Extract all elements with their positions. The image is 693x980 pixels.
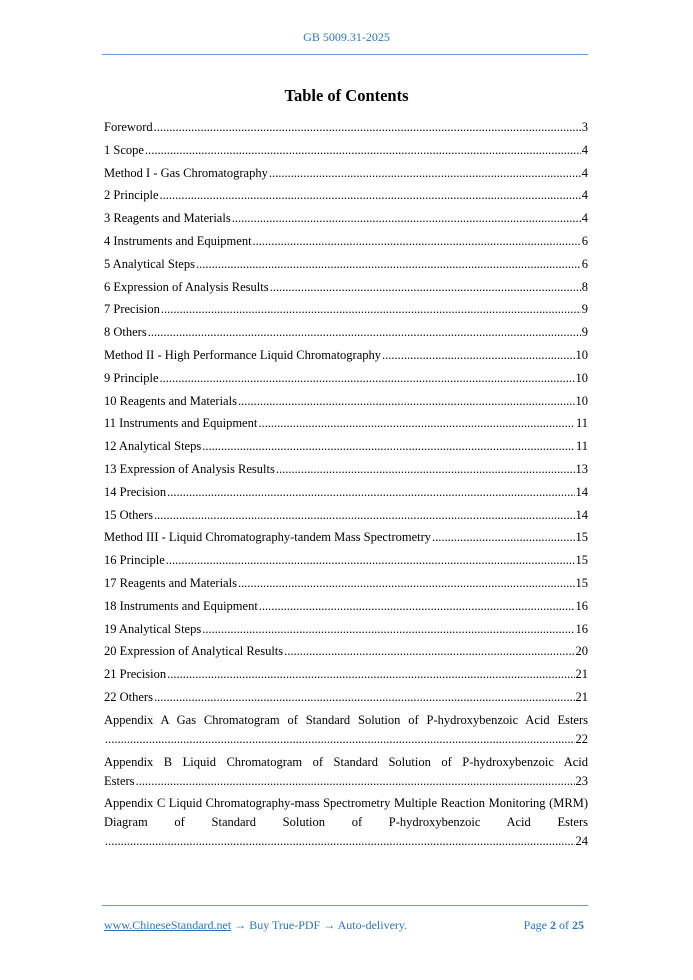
toc-entry-foreword[interactable] (104, 118, 588, 137)
dot-leader (105, 832, 575, 851)
dot-leader (238, 392, 575, 411)
dot-leader (202, 437, 575, 456)
page-label: Page (523, 918, 547, 932)
toc-entry-method-3[interactable] (104, 528, 588, 547)
toc-entry-page: 3 (581, 120, 588, 134)
dot-leader (167, 665, 574, 684)
dot-leader (161, 300, 581, 319)
toc-entry-text: 8 Others (104, 325, 147, 340)
toc-entry-expression[interactable] (104, 460, 588, 479)
toc-entry-text: 3 Reagents and Materials (104, 211, 231, 226)
dot-leader (154, 506, 575, 525)
dot-leader (160, 369, 575, 388)
toc-entry-reagents[interactable] (104, 574, 588, 593)
toc-entry-others[interactable] (104, 323, 588, 342)
dot-leader (166, 551, 575, 570)
toc-entry-text: 19 Analytical Steps (104, 621, 202, 636)
toc-entry-page: 11 (575, 439, 588, 454)
toc-entry-appendix-b[interactable] (104, 753, 588, 791)
footer-links (104, 918, 407, 933)
toc-entry-page: 14 (575, 507, 588, 522)
toc-entry-text: Appendix B Liquid Chromatogram of Standard Solution of P-hydroxybenzoic Acid (104, 754, 588, 769)
toc-entry-text: 14 Precision (104, 484, 167, 499)
toc-entry-appendix-a[interactable] (104, 711, 588, 749)
toc-entry-text: 15 Others (104, 507, 153, 522)
toc-entry-analytical-steps[interactable] (104, 255, 588, 274)
toc-entry-text: 17 Reagents and Materials (104, 575, 237, 590)
toc-entry-text: 13 Expression of Analysis Results (104, 461, 275, 476)
dot-leader (269, 164, 581, 183)
arrow-icon: → (323, 918, 336, 932)
dot-leader (276, 460, 575, 479)
toc-entry-page: 6 (581, 233, 588, 248)
toc-entry-precision[interactable] (104, 483, 588, 502)
toc-entry-page: 14 (575, 484, 588, 499)
toc-entry-page: 24 (575, 834, 588, 849)
toc-entry-text: 20 Expression of Analytical Results (104, 644, 284, 659)
dot-leader (259, 597, 575, 616)
dot-leader (432, 528, 574, 547)
toc-entry-text: 21 Precision (104, 667, 167, 682)
toc-entry-page: 8 (581, 279, 588, 294)
toc-entry-principle[interactable] (104, 551, 588, 570)
dot-leader (232, 209, 581, 228)
website-link[interactable]: www.ChineseStandard.net (104, 918, 232, 932)
page-indicator (524, 918, 584, 933)
dot-leader (160, 186, 581, 205)
toc-entry-page: 15 (575, 553, 588, 568)
dot-leader (154, 688, 575, 707)
toc-entry-page: 13 (575, 461, 588, 476)
toc-entry-text: 4 Instruments and Equipment (104, 233, 252, 248)
toc-entry-method-2[interactable] (104, 346, 588, 365)
toc-entry-text: 16 Principle (104, 553, 165, 568)
toc-entry-page: 10 (575, 370, 588, 385)
page-footer (104, 918, 586, 933)
toc-entry-text: Method I - Gas Chromatography (104, 165, 268, 180)
auto-delivery-text: Auto-delivery. (337, 918, 408, 932)
dot-leader (253, 232, 581, 251)
toc-entry-page: 20 (575, 644, 588, 659)
toc-entry-page: 4 (581, 142, 588, 157)
toc-entry-text: Foreword (104, 120, 153, 134)
toc-entry-text: 6 Expression of Analysis Results (104, 279, 269, 294)
toc-entry-text: 5 Analytical Steps (104, 256, 195, 271)
toc-entry-expression[interactable] (104, 278, 588, 297)
toc-entry-text: 12 Analytical Steps (104, 439, 202, 454)
toc-entry-page: 16 (575, 621, 588, 636)
toc-entry-reagents[interactable] (104, 392, 588, 411)
toc-entry-principle[interactable] (104, 186, 588, 205)
toc-entry-page: 4 (581, 211, 588, 226)
table-of-contents (104, 118, 588, 855)
dot-leader (284, 642, 574, 661)
toc-entry-text: Method II - High Performance Liquid Chromatography (104, 347, 382, 362)
toc-entry-text: 7 Precision (104, 302, 160, 317)
toc-entry-appendix-c[interactable] (104, 794, 588, 851)
toc-entry-page: 10 (575, 393, 588, 408)
toc-entry-page: 4 (581, 165, 588, 180)
toc-entry-text: Appendix C Liquid Chromatography-mass Spectrometry Multiple Reaction Monitoring (MRM) Diagram of Standard Solution of P-hydroxybenzoic Acid Esters (104, 796, 588, 830)
dot-leader (105, 730, 575, 749)
toc-entry-instruments[interactable] (104, 232, 588, 251)
toc-entry-scope[interactable] (104, 141, 588, 160)
document-code: GB 5009.31-2025 (303, 30, 390, 44)
toc-entry-method-1[interactable] (104, 164, 588, 183)
toc-entry-page: 16 (575, 598, 588, 613)
dot-leader (202, 620, 574, 639)
toc-entry-text: 22 Others (104, 689, 153, 704)
toc-entry-page: 6 (581, 256, 588, 271)
dot-leader (167, 483, 574, 502)
buy-pdf-link[interactable]: Buy True-PDF (249, 918, 321, 932)
toc-entry-instruments[interactable] (104, 597, 588, 616)
dot-leader (148, 323, 581, 342)
toc-entry-analytical-steps[interactable] (104, 437, 588, 456)
toc-entry-page: 22 (575, 731, 588, 746)
of-label: of (559, 918, 569, 932)
dot-leader (154, 118, 581, 137)
toc-entry-last-line (104, 832, 588, 851)
footer-divider (102, 905, 588, 906)
total-pages: 25 (572, 918, 584, 932)
toc-entry-page: 15 (575, 575, 588, 590)
page-number: 2 (550, 918, 556, 932)
toc-title: Table of Contents (284, 86, 409, 105)
toc-entry-page: 21 (575, 689, 588, 704)
toc-entry-last-line (104, 730, 588, 749)
toc-entry-page: 21 (575, 667, 588, 682)
dot-leader (382, 346, 574, 365)
toc-entry-others[interactable] (104, 688, 588, 707)
dot-leader (238, 574, 575, 593)
toc-entry-page: 23 (575, 773, 588, 788)
toc-entry-text: 11 Instruments and Equipment (104, 416, 258, 431)
arrow-icon: → (234, 918, 247, 932)
toc-entry-tail: Esters (104, 773, 135, 788)
toc-entry-page: 11 (575, 416, 588, 431)
dot-leader (258, 414, 575, 433)
toc-entry-precision[interactable] (104, 300, 588, 319)
toc-entry-instruments[interactable] (104, 414, 588, 433)
dot-leader (136, 772, 575, 791)
toc-entry-text: Appendix A Gas Chromatogram of Standard Solution of P-hydroxybenzoic Acid Esters (104, 712, 588, 727)
toc-entry-text: 18 Instruments and Equipment (104, 598, 258, 613)
dot-leader (196, 255, 581, 274)
toc-entry-page: 9 (581, 302, 588, 317)
toc-entry-analytical-steps[interactable] (104, 620, 588, 639)
toc-entry-text: 10 Reagents and Materials (104, 393, 237, 408)
dot-leader (270, 278, 581, 297)
toc-entry-text: 9 Principle (104, 370, 159, 385)
toc-entry-others[interactable] (104, 506, 588, 525)
toc-entry-page: 15 (575, 530, 588, 545)
toc-entry-text: Method III - Liquid Chromatography-tandem Mass Spectrometry (104, 530, 432, 545)
toc-entry-reagents[interactable] (104, 209, 588, 228)
toc-entry-precision[interactable] (104, 665, 588, 684)
toc-entry-text: 2 Principle (104, 188, 159, 203)
toc-entry-page: 10 (575, 347, 588, 362)
toc-entry-page: 9 (581, 325, 588, 340)
toc-entry-page: 4 (581, 188, 588, 203)
toc-entry-principle[interactable] (104, 369, 588, 388)
header-divider (102, 54, 588, 55)
toc-entry-text: 1 Scope (104, 142, 144, 157)
toc-entry-last-line (104, 772, 588, 791)
dot-leader (145, 141, 581, 160)
toc-entry-expression[interactable] (104, 642, 588, 661)
